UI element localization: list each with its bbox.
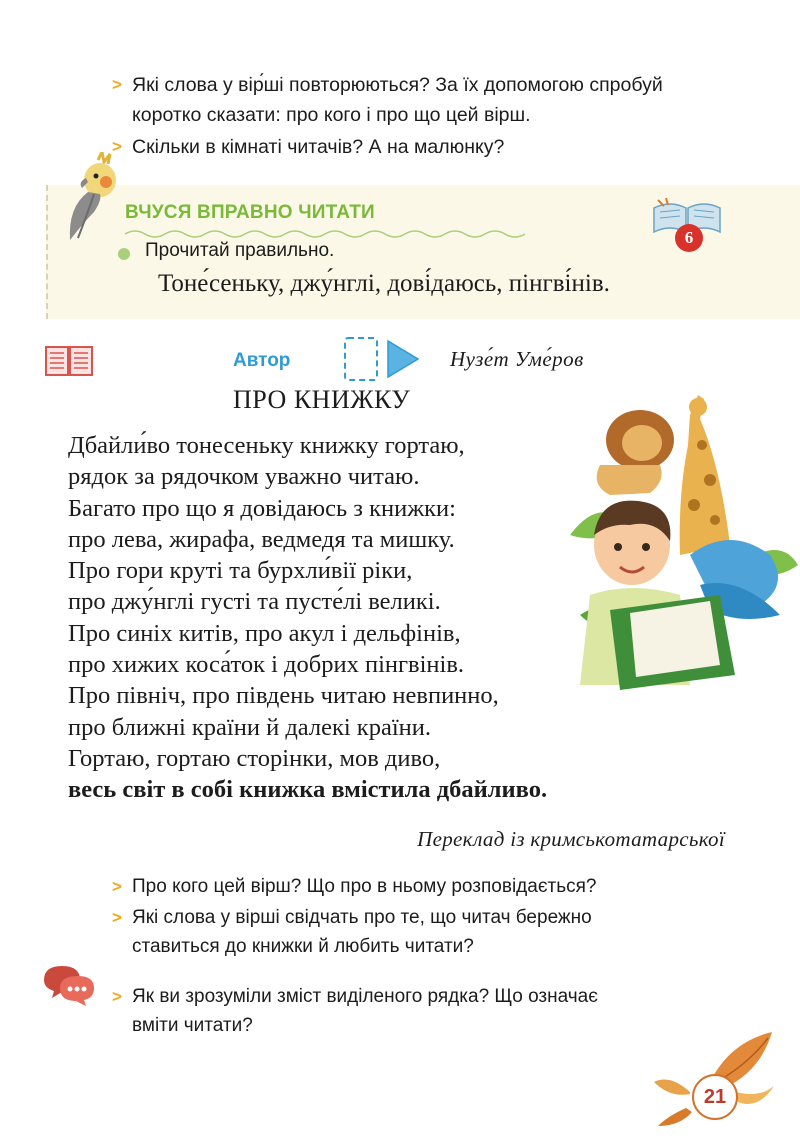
poem-line: Багато про що я довідаюсь з книжки: <box>68 494 456 522</box>
poem-line: про хижих коса́ток і добрих пінгвінів. <box>68 651 465 679</box>
translation-note: Переклад із кримськотатарської <box>417 827 725 851</box>
book-icon <box>44 343 94 377</box>
question-5: > Як ви зрозуміли зміст виділеного рядка? Що означає вміти читати? <box>132 982 722 1040</box>
question-3: > Про кого цей вірш? Що про в ньому розповідається? <box>132 872 722 901</box>
question-2: > Скільки в кімнаті читачів? А на малюнку? <box>132 132 504 162</box>
author-name: Нузе́т Уме́ров <box>450 347 584 371</box>
bullet-arrow-icon: > <box>112 908 122 927</box>
poem-line: про лева, жирафа, ведмедя та мишку. <box>68 525 455 553</box>
author-label: Автор <box>233 350 291 371</box>
poem-line: Про синіх китів, про акул і дельфінів, <box>68 619 461 647</box>
poem-line: про джу́нглі густі та пусте́лі великі. <box>68 588 441 616</box>
poem-title: ПРО КНИЖКУ <box>233 385 411 414</box>
practice-title: ВЧУСЯ ВПРАВНО ЧИТАТИ <box>125 202 375 223</box>
bullet-arrow-icon: > <box>112 987 122 1006</box>
poem-lines <box>68 430 547 806</box>
poem-line: Дбайли́во тонесеньку книжку гортаю, <box>68 432 465 459</box>
bullet-arrow-icon: > <box>112 137 122 156</box>
question-4: > Які слова у вірші свідчать про те, що читач бережно ставиться до книжки й любить читати? <box>132 903 722 961</box>
poem-line: рядок за рядочком уважно читаю. <box>68 463 420 491</box>
poem-line: Про гори круті та бурхли́вії ріки, <box>68 557 413 585</box>
practice-instruction: Прочитай правильно. <box>145 240 335 261</box>
chat-icon <box>40 962 98 1008</box>
bullet-dot <box>118 248 130 260</box>
poem-line: Про північ, про південь читаю невпинно, <box>68 682 499 710</box>
poem-highlighted-line: весь світ в собі книжка вмістила дбайливо. <box>68 776 548 804</box>
parrot-icon <box>58 152 128 242</box>
exercise-number-badge: 6 <box>675 224 703 252</box>
practice-words: Тоне́сеньку, джу́нглі, дові́даюсь, пінгві́нів. <box>158 270 610 297</box>
wavy-underline <box>125 228 525 240</box>
question-1: > Які слова у вір́ші повторюються? За їх допомогою спробуй коротко сказати: про кого і про що цей вірш. <box>132 70 663 130</box>
boy-reading-illustration <box>570 385 800 700</box>
poem-line: Гортаю, гортаю сторінки, мов диво, <box>68 744 441 772</box>
bullet-arrow-icon: > <box>112 75 122 94</box>
play-icon[interactable] <box>342 335 422 383</box>
page-number: 21 <box>692 1074 738 1120</box>
poem-line: про ближні країни й далекі країни. <box>68 713 431 741</box>
bullet-arrow-icon: > <box>112 877 122 896</box>
